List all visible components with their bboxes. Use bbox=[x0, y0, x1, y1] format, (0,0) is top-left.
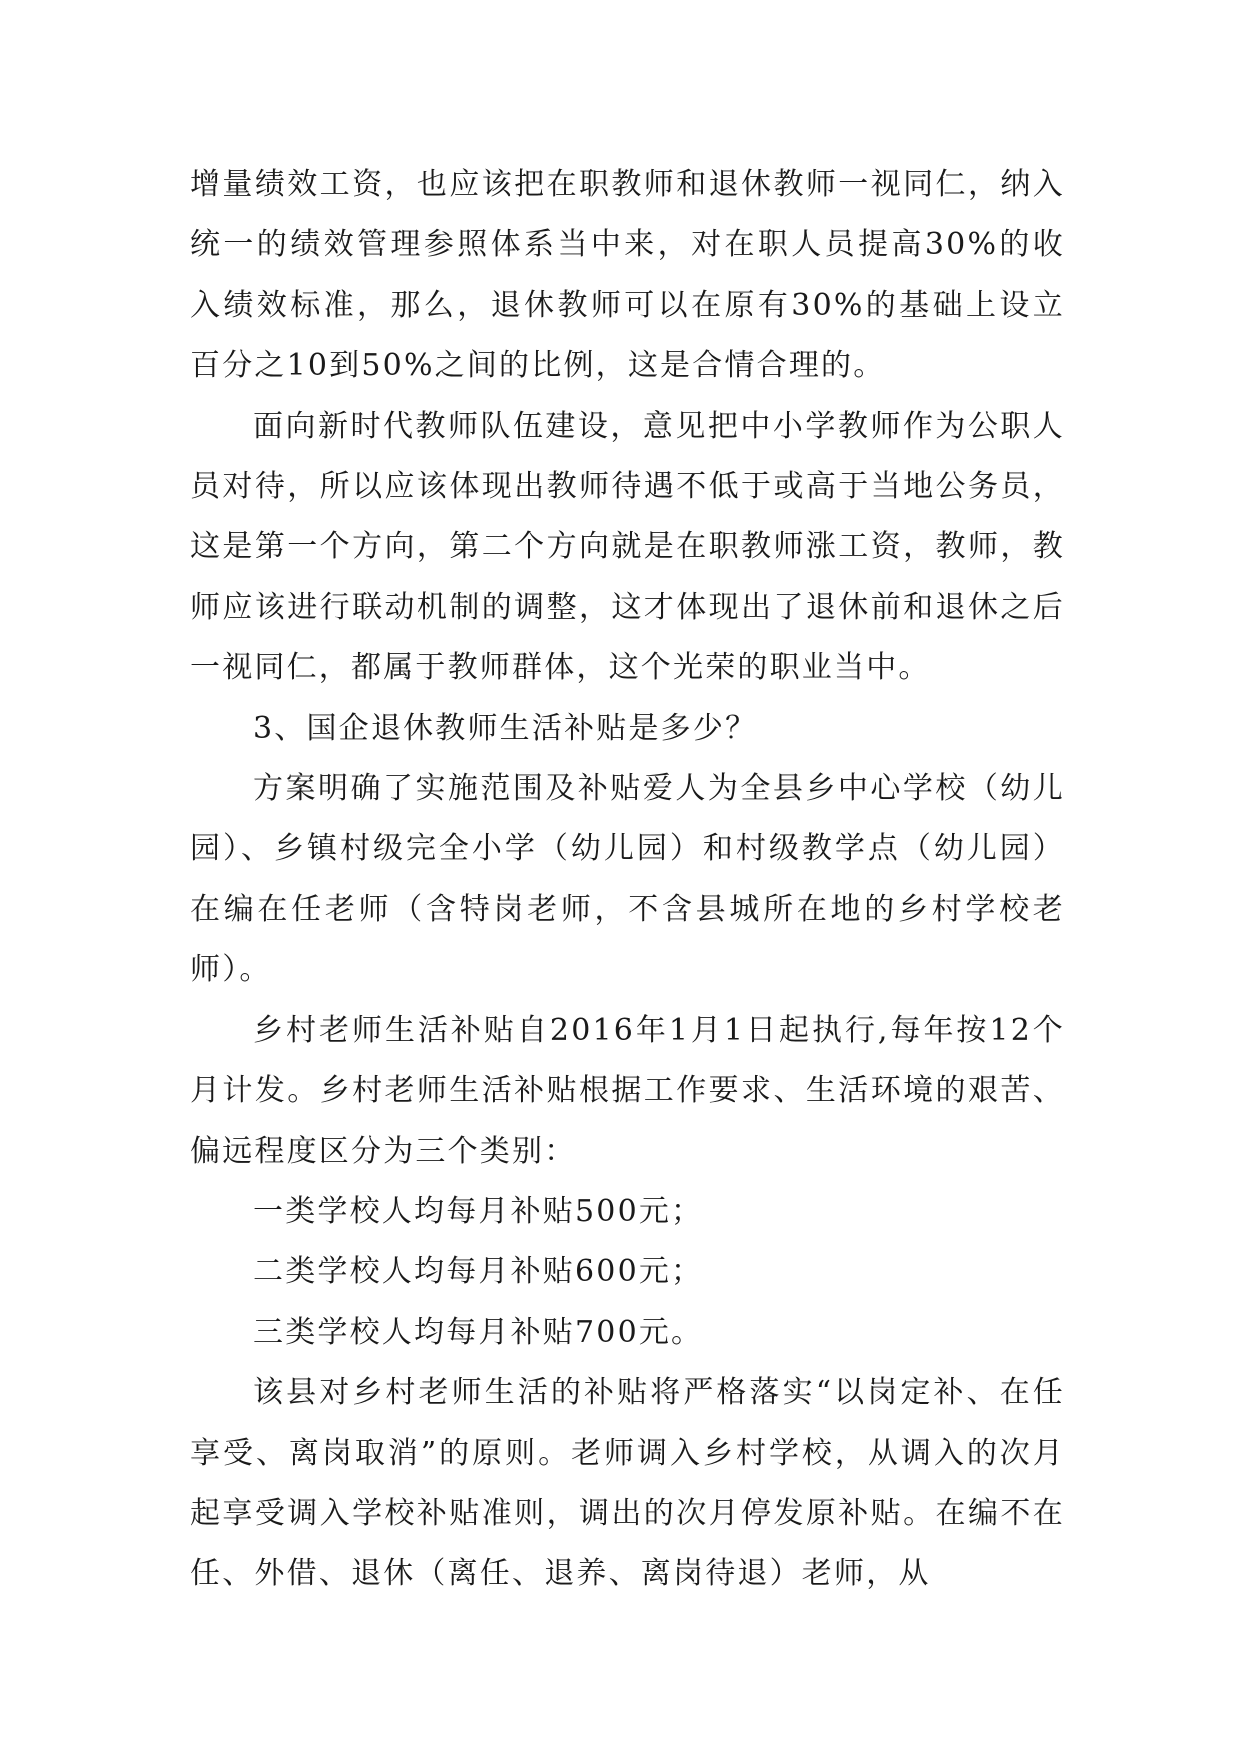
document-body bbox=[190, 155, 1065, 1605]
paragraph-subsidy-start: 乡村老师生活补贴自2016年1月1日起执行,每年按12个月计发。乡村老师生活补贴根据工作要求、生活环境的艰苦、偏远程度区分为三个类别： bbox=[190, 1012, 1065, 1169]
list-item-class-one: 一类学校人均每月补贴500元； bbox=[253, 1193, 704, 1229]
paragraph-principle: 该县对乡村老师生活的补贴将严格落实“以岗定补、在任享受、离岗取消”的原则。老师调入乡村学校，从调入的次月起享受调入学校补贴准则，调出的次月停发原补贴。在编不在任、外借、退休（离任、退养、离岗待退）老师，从 bbox=[190, 1375, 1065, 1592]
paragraph-scope: 方案明确了实施范围及补贴爱人为全县乡中心学校（幼儿园）、乡镇村级完全小学（幼儿园）和村级教学点（幼儿园）在编在任老师（含特岗老师，不含县城所在地的乡村学校老师）。 bbox=[190, 771, 1065, 988]
paragraph-teacher-team: 面向新时代教师队伍建设，意见把中小学教师作为公职人员对待，所以应该体现出教师待遇不低于或高于当地公务员，这是第一个方向，第二个方向就是在职教师涨工资，教师，教师应该进行联动机制的调整，这才体现出了退休前和退休之后一视同仁，都属于教师群体，这个光荣的职业当中。 bbox=[190, 408, 1065, 686]
paragraph-performance-pay: 增量绩效工资，也应该把在职教师和退休教师一视同仁，纳入统一的绩效管理参照体系当中来，对在职人员提高30%的收入绩效标准，那么，退休教师可以在原有30%的基础上设立百分之10到50%之间的比例，这是合情合理的。 bbox=[190, 167, 1065, 384]
list-item-class-two: 二类学校人均每月补贴600元； bbox=[253, 1254, 704, 1290]
list-item-class-three: 三类学校人均每月补贴700元。 bbox=[253, 1314, 704, 1350]
section-heading-subsidy: 3、国企退休教师生活补贴是多少？ bbox=[253, 710, 758, 746]
